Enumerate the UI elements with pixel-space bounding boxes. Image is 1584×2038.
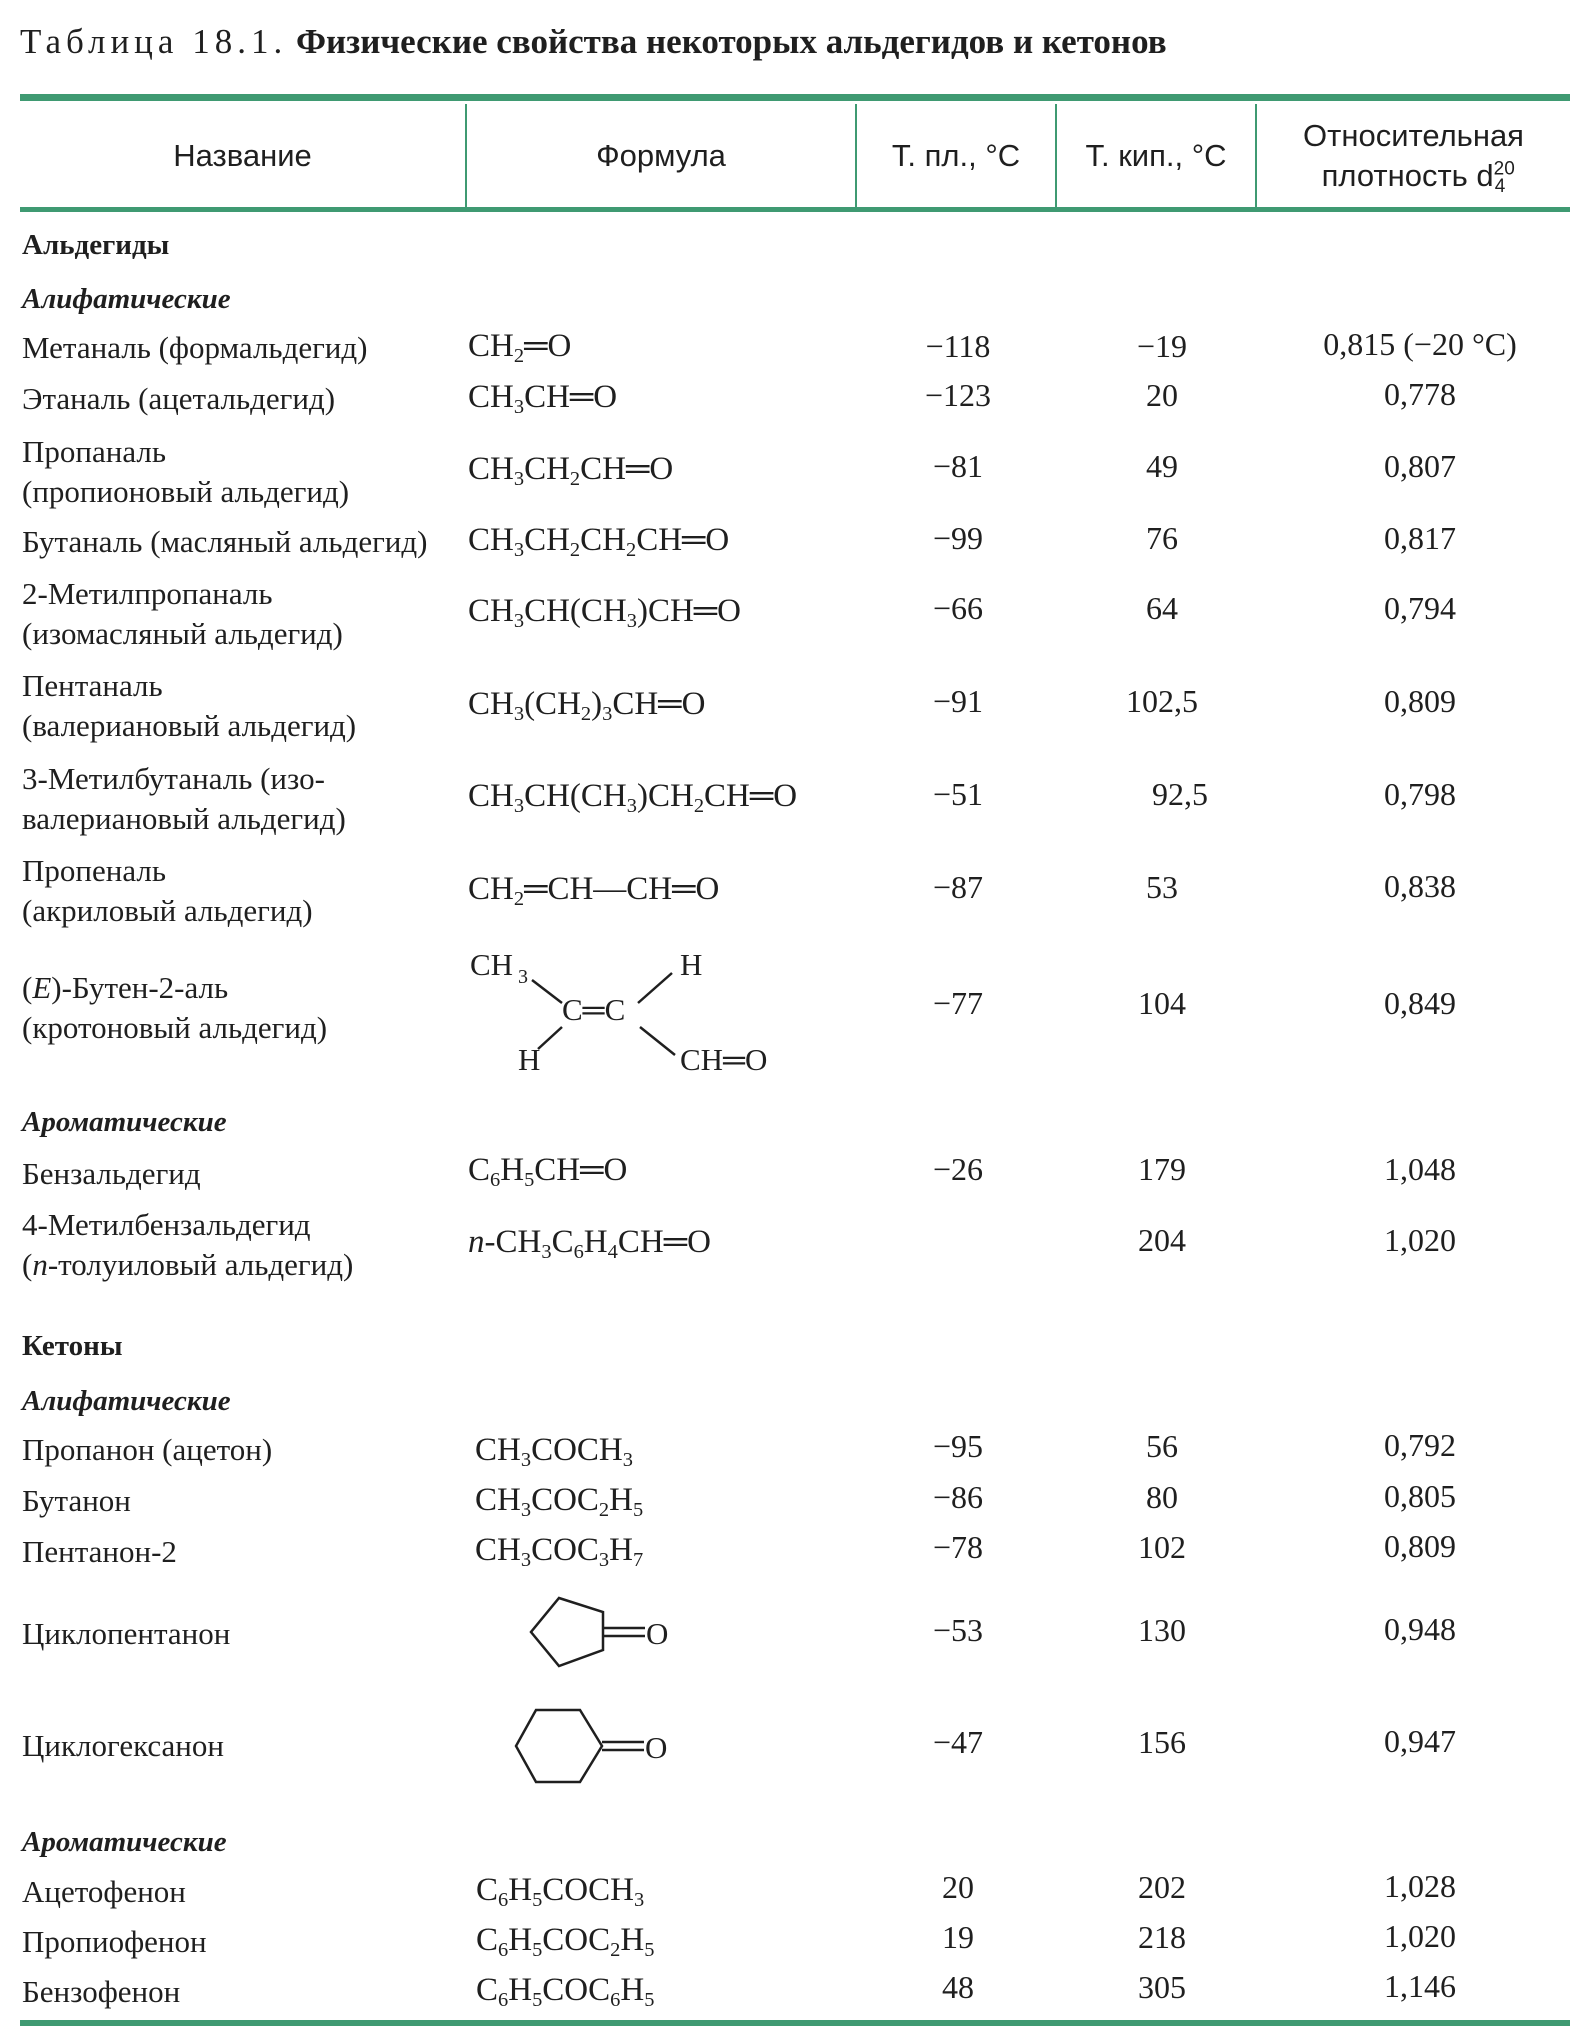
row-acetophenone-formula: $C_6H_5COCH_3$ bbox=[476, 1872, 645, 1912]
crotonaldehyde-structure bbox=[470, 945, 810, 1080]
ring bbox=[531, 1598, 603, 1666]
row-propanal-formula: $CH_3CH_2CH═O$ bbox=[468, 451, 674, 491]
cyclopentanone-structure bbox=[515, 1592, 695, 1682]
row-pentanal-name bbox=[22, 666, 356, 746]
name-part: ( bbox=[22, 970, 33, 1005]
row-pentanal-mp: −91 bbox=[932, 683, 984, 719]
row-propiophenone-name: Пропиофенон bbox=[22, 1924, 207, 1959]
name-part: -толуиловый альдегид) bbox=[47, 1247, 354, 1282]
row-propanal-density: 0,807 bbox=[1384, 448, 1456, 484]
row-propenal-name bbox=[22, 851, 313, 931]
row-methylbutanal-bp: 92,5 bbox=[1152, 776, 1208, 812]
row-benzophenone-name: Бензофенон bbox=[22, 1974, 181, 2009]
formula-prefix: n bbox=[468, 1224, 485, 1260]
header-name-label: Название bbox=[173, 137, 312, 173]
section-ketones: Кетоны bbox=[22, 1330, 123, 1362]
row-propiophenone-mp: 19 bbox=[942, 1919, 974, 1955]
row-propanone-density: 0,792 bbox=[1384, 1427, 1456, 1463]
row-methylbenzaldehyde-bp: 204 bbox=[1138, 1222, 1186, 1258]
row-butanal-mp: −99 bbox=[932, 520, 984, 556]
oxygen-label: O bbox=[646, 1616, 669, 1651]
row-propanal-mp: −81 bbox=[932, 448, 984, 484]
subsection-aliphatic-aldehydes: Алифатические bbox=[22, 283, 231, 315]
row-butanone-mp: −86 bbox=[932, 1479, 984, 1515]
name-line: Пентаналь bbox=[22, 668, 163, 703]
row-ethanal-name: Этаналь (ацетальдегид) bbox=[22, 381, 336, 416]
row-propiophenone-formula: $C_6H_5COC_2H_5$ bbox=[476, 1922, 655, 1962]
row-methylbutanal-mp: −51 bbox=[932, 776, 984, 812]
row-pentanone-mp: −78 bbox=[932, 1529, 984, 1565]
bond bbox=[640, 1027, 675, 1055]
row-cyclohexanone-bp: 156 bbox=[1138, 1724, 1186, 1760]
name-part: n bbox=[32, 1247, 48, 1282]
row-pentanone-density: 0,809 bbox=[1384, 1528, 1456, 1564]
row-butanone-formula: $CH_3COC_2H_5$ bbox=[475, 1482, 644, 1522]
name-line: (валериановый альдегид) bbox=[22, 708, 357, 743]
name-line: (акриловый альдегид) bbox=[22, 893, 313, 928]
name-part: ( bbox=[22, 1247, 33, 1282]
subsection-aromatic-ketones: Ароматические bbox=[22, 1826, 227, 1858]
row-methanal-formula bbox=[468, 326, 571, 366]
header-density-line1: Относительная bbox=[1303, 117, 1524, 153]
row-methylbutanal-name bbox=[22, 759, 346, 839]
structure-ch3: CH bbox=[470, 947, 514, 982]
name-line: 2-Метилпропаналь bbox=[22, 576, 273, 611]
row-butanone-density: 0,805 bbox=[1384, 1478, 1456, 1514]
row-methylpropanal-density: 0,794 bbox=[1384, 590, 1456, 626]
row-methanal-bp: −19 bbox=[1136, 328, 1188, 364]
row-propanone-bp: 56 bbox=[1146, 1428, 1178, 1464]
row-acetophenone-mp: 20 bbox=[942, 1869, 974, 1905]
top-rule bbox=[20, 94, 1570, 101]
header-density bbox=[1257, 104, 1570, 208]
formula-part: CH bbox=[468, 328, 514, 364]
row-benzophenone-mp: 48 bbox=[942, 1969, 974, 2005]
header-name bbox=[20, 104, 465, 208]
bond bbox=[638, 973, 672, 1003]
row-benzaldehyde-formula: $C_6H_5CH═O$ bbox=[468, 1152, 628, 1192]
caption-lead: Таблица 18.1. bbox=[20, 22, 288, 61]
row-propiophenone-density: 1,020 bbox=[1384, 1918, 1456, 1954]
bond bbox=[532, 980, 562, 1003]
row-benzophenone-bp: 305 bbox=[1138, 1969, 1186, 2005]
row-cyclopentanone-density: 0,948 bbox=[1384, 1611, 1456, 1647]
row-butanal-bp: 76 bbox=[1146, 520, 1178, 556]
row-propanone-formula: $CH_3COCH_3$ bbox=[475, 1432, 633, 1472]
oxygen-label: O bbox=[645, 1730, 668, 1765]
row-cyclohexanone-name: Циклогексанон bbox=[22, 1728, 224, 1763]
row-acetophenone-density: 1,028 bbox=[1384, 1868, 1456, 1904]
subsection-aliphatic-ketones: Алифатические bbox=[22, 1385, 231, 1417]
name-line: (пропионовый альдегид) bbox=[22, 474, 350, 509]
row-propanal-name bbox=[22, 432, 349, 512]
cyclohexanone-structure bbox=[510, 1704, 690, 1794]
formula-sub: 3 bbox=[513, 396, 525, 419]
row-acetophenone-name: Ацетофенон bbox=[22, 1874, 186, 1909]
header-density-sub: 4 bbox=[1494, 176, 1506, 197]
header-formula-label: Формула bbox=[596, 137, 726, 173]
row-propenal-mp: −87 bbox=[932, 869, 984, 905]
row-methylpropanal-formula: $CH_3CH(CH_3)CH═O$ bbox=[468, 593, 742, 633]
row-ethanal-mp: −123 bbox=[924, 377, 992, 413]
name-line: Пропеналь bbox=[22, 853, 166, 888]
row-butanone-name: Бутанон bbox=[22, 1483, 131, 1518]
row-propanone-mp: −95 bbox=[932, 1428, 984, 1464]
row-methanal-density: 0,815 (−20 °С) bbox=[1323, 326, 1517, 362]
row-acetophenone-bp: 202 bbox=[1138, 1869, 1186, 1905]
row-butanone-bp: 80 bbox=[1146, 1479, 1178, 1515]
row-propanone-name: Пропанон (ацетон) bbox=[22, 1432, 273, 1467]
section-aldehydes: Альдегиды bbox=[22, 229, 170, 261]
name-line: (кротоновый альдегид) bbox=[22, 1010, 328, 1045]
row-propenal-density: 0,838 bbox=[1384, 868, 1456, 904]
name-line bbox=[22, 1245, 353, 1285]
ring bbox=[516, 1710, 602, 1782]
formula-part: CH bbox=[468, 379, 514, 415]
row-cyclopentanone-bp: 130 bbox=[1138, 1612, 1186, 1648]
formula-part: CH═O bbox=[524, 379, 618, 415]
row-ethanal-density: 0,778 bbox=[1384, 376, 1456, 412]
bond bbox=[538, 1027, 562, 1049]
row-methanal-mp: −118 bbox=[925, 328, 991, 364]
row-benzaldehyde-bp: 179 bbox=[1138, 1151, 1186, 1187]
structure-h-top: H bbox=[680, 947, 703, 982]
row-pentanal-formula: $CH_3(CH_2)_3CH═O$ bbox=[468, 686, 706, 726]
header-density-sup: 20 bbox=[1493, 158, 1515, 180]
row-propiophenone-bp: 218 bbox=[1138, 1919, 1186, 1955]
row-benzaldehyde-mp: −26 bbox=[932, 1151, 984, 1187]
row-propanal-bp: 49 bbox=[1146, 448, 1178, 484]
row-butenal-mp: −77 bbox=[932, 985, 984, 1021]
subsection-aromatic-aldehydes: Ароматические bbox=[22, 1106, 227, 1138]
header-formula bbox=[467, 104, 855, 208]
row-pentanone-formula: $CH_3COC_3H_7$ bbox=[475, 1532, 644, 1572]
row-methylbenzaldehyde-name bbox=[22, 1205, 353, 1285]
bottom-rule bbox=[20, 2020, 1570, 2026]
name-line: (изомасляный альдегид) bbox=[22, 616, 343, 651]
header-bp-label: Т. кип., °С bbox=[1085, 137, 1227, 173]
structure-cc: C═C bbox=[562, 992, 626, 1027]
name-part: E bbox=[32, 970, 52, 1005]
row-cyclopentanone-mp: −53 bbox=[932, 1612, 984, 1648]
row-butenal-bp: 104 bbox=[1138, 985, 1186, 1021]
row-butenal-density: 0,849 bbox=[1384, 985, 1456, 1021]
row-cyclohexanone-density: 0,947 bbox=[1384, 1723, 1456, 1759]
row-pentanone-name: Пентанон-2 bbox=[22, 1534, 177, 1569]
row-butanal-name: Бутаналь (масляный альдегид) bbox=[22, 524, 428, 559]
name-line: 3-Метилбутаналь (изо- bbox=[22, 761, 325, 796]
row-methanal-name: Метаналь (формальдегид) bbox=[22, 330, 368, 365]
name-line bbox=[22, 968, 327, 1008]
row-ethanal-formula bbox=[468, 377, 617, 417]
header-mp-label: Т. пл., °С bbox=[891, 137, 1021, 173]
name-line: 4-Метилбензальдегид bbox=[22, 1207, 311, 1242]
row-methylbenzaldehyde-formula: $n-CH_3C_6H_4CH═O$ bbox=[468, 1224, 711, 1264]
structure-cho: CH═O bbox=[680, 1042, 768, 1077]
row-benzophenone-density: 1,146 bbox=[1384, 1968, 1456, 2004]
header-boiling-point bbox=[1057, 104, 1255, 208]
row-pentanal-bp: 102,5 bbox=[1126, 683, 1198, 719]
formula-sub: 2 bbox=[513, 345, 525, 368]
header-density-text: плотность d bbox=[1321, 158, 1494, 193]
structure-ch3-sub: 3 bbox=[518, 966, 528, 988]
row-ethanal-bp: 20 bbox=[1146, 377, 1178, 413]
row-benzaldehyde-density: 1,048 bbox=[1384, 1151, 1456, 1187]
row-methylbenzaldehyde-density: 1,020 bbox=[1384, 1222, 1456, 1258]
name-part: )-Бутен-2-аль bbox=[51, 970, 229, 1005]
row-butanal-density: 0,817 bbox=[1384, 520, 1456, 556]
structure-h-bottom: H bbox=[518, 1042, 541, 1077]
name-line: валериановый альдегид) bbox=[22, 801, 346, 836]
row-cyclopentanone-name: Циклопентанон bbox=[22, 1616, 231, 1651]
row-pentanone-bp: 102 bbox=[1138, 1529, 1186, 1565]
header-density-line2 bbox=[1303, 156, 1524, 196]
row-methylbutanal-density: 0,798 bbox=[1384, 776, 1456, 812]
header-melting-point bbox=[857, 104, 1055, 208]
caption-title: Физические свойства некоторых альдегидов и кетонов bbox=[295, 22, 1167, 61]
name-line: Пропаналь bbox=[22, 434, 166, 469]
row-methylpropanal-mp: −66 bbox=[932, 590, 984, 626]
formula-part: ═O bbox=[524, 328, 572, 364]
row-methylpropanal-bp: 64 bbox=[1146, 590, 1178, 626]
row-propenal-bp: 53 bbox=[1146, 869, 1178, 905]
row-cyclohexanone-mp: −47 bbox=[932, 1724, 984, 1760]
row-benzaldehyde-name: Бензальдегид bbox=[22, 1156, 201, 1191]
row-methylbutanal-formula: $CH_3CH(CH_3)CH_2CH═O$ bbox=[468, 778, 798, 818]
row-methylpropanal-name bbox=[22, 574, 343, 654]
row-benzophenone-formula: $C_6H_5COC_6H_5$ bbox=[476, 1972, 655, 2012]
row-butanal-formula: $CH_3CH_2CH_2CH═O$ bbox=[468, 522, 730, 562]
row-butenal-name bbox=[22, 968, 327, 1048]
row-pentanal-density: 0,809 bbox=[1384, 683, 1456, 719]
row-propenal-formula: $CH_2═CH—CH═O$ bbox=[468, 871, 720, 911]
table-caption bbox=[20, 22, 1167, 62]
